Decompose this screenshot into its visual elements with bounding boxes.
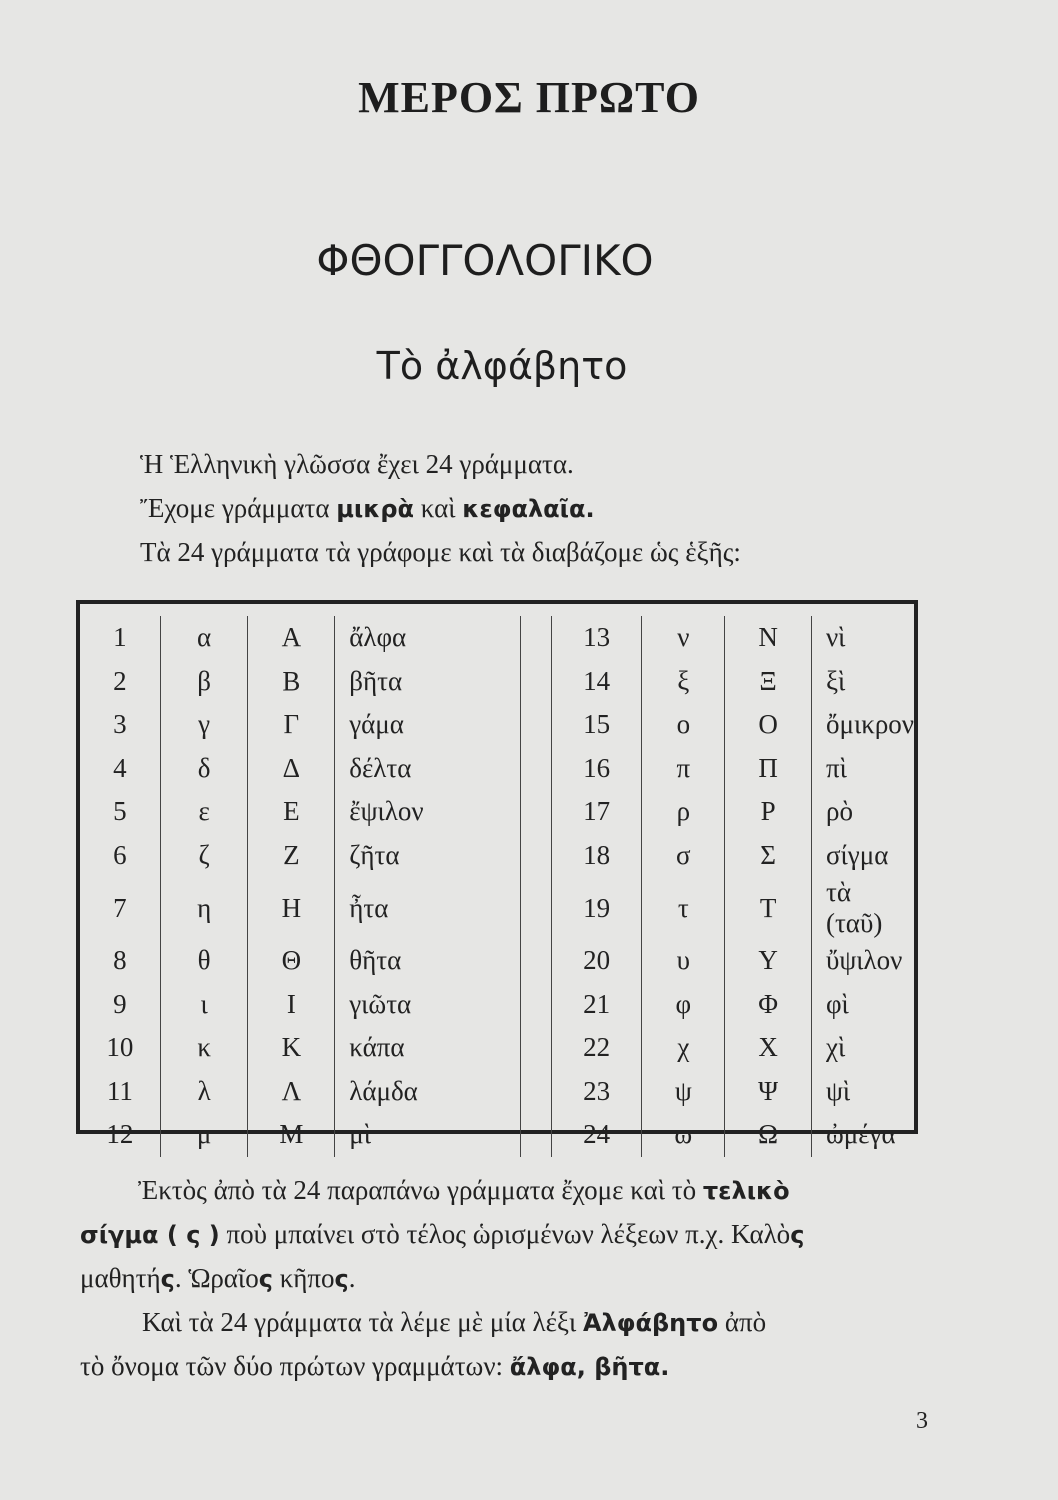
letter-name: ρὸ (825, 796, 853, 827)
closing-line (80, 1344, 930, 1388)
table-row (80, 983, 914, 1027)
alphabet-table (76, 600, 918, 1150)
uppercase-letter: Τ (725, 877, 812, 939)
text-run: . Ὡραῖο (174, 1263, 259, 1293)
bold-term: σίγμα ( ς ) (80, 1221, 220, 1249)
lowercase-letter: δ (160, 747, 248, 791)
lowercase-letter: ο (642, 703, 725, 747)
lowercase-letter: ξ (642, 660, 725, 704)
lowercase-letter: ζ (160, 834, 248, 878)
letter-number: 11 (80, 1070, 160, 1114)
uppercase-letter: Ε (248, 790, 335, 834)
closing-line (80, 1212, 930, 1256)
bold-term: τελικὸ (702, 1177, 790, 1205)
letter-name: σίγμα (825, 839, 889, 870)
bold-term: μικρὰ (336, 495, 414, 523)
letter-number: 10 (80, 1026, 160, 1070)
table-row (80, 660, 914, 704)
lowercase-letter: γ (160, 703, 248, 747)
lowercase-letter: ν (642, 616, 725, 660)
letter-number: 4 (80, 747, 160, 791)
table-row (80, 1070, 914, 1114)
letter-name: γιῶτα (335, 983, 521, 1027)
letter-number: 22 (551, 1026, 642, 1070)
table-row (80, 834, 914, 878)
uppercase-letter: Χ (725, 1026, 812, 1070)
text-run: Καὶ τὰ 24 γράμματα τὰ λέμε μὲ μία λέξι (142, 1307, 583, 1337)
table-row (80, 747, 914, 791)
lowercase-letter: α (160, 616, 248, 660)
letter-number: 9 (80, 983, 160, 1027)
uppercase-letter: Φ (725, 983, 812, 1027)
uppercase-letter: Ζ (248, 834, 335, 878)
letter-number: 23 (551, 1070, 642, 1114)
column-divider (520, 877, 551, 939)
bold-term: ς (258, 1265, 273, 1293)
uppercase-letter: Ψ (725, 1070, 812, 1114)
closing-line (80, 1300, 930, 1344)
part-title: ΜΕΡΟΣ ΠΡΩΤΟ (358, 73, 700, 122)
uppercase-letter: Υ (725, 939, 812, 983)
letter-name: μὶ (335, 1113, 521, 1157)
letter-number: 2 (80, 660, 160, 704)
letter-number: 6 (80, 834, 160, 878)
closing-text (80, 1168, 930, 1388)
table-row (80, 939, 914, 983)
uppercase-letter: Μ (248, 1113, 335, 1157)
lowercase-letter: ω (642, 1113, 725, 1157)
table-row (80, 616, 914, 660)
lowercase-letter: υ (642, 939, 725, 983)
letter-name: νὶ (825, 622, 846, 653)
letter-number: 3 (80, 703, 160, 747)
uppercase-letter: Σ (725, 834, 812, 878)
text-run: ἀπὸ (718, 1307, 767, 1337)
letter-number: 12 (80, 1113, 160, 1157)
uppercase-letter: Ι (248, 983, 335, 1027)
column-divider (520, 703, 551, 747)
letter-number: 24 (551, 1113, 642, 1157)
subsection-title: Τὸ ἀλφάβητο (376, 344, 628, 388)
bold-term: κεφαλαῖα. (462, 495, 595, 523)
letter-number: 16 (551, 747, 642, 791)
uppercase-letter: Ω (725, 1113, 812, 1157)
uppercase-letter: Η (248, 877, 335, 939)
letter-name: πὶ (825, 752, 847, 783)
uppercase-letter: Κ (248, 1026, 335, 1070)
text-run: κῆπο (272, 1263, 335, 1293)
uppercase-letter: Ρ (725, 790, 812, 834)
letter-number: 17 (551, 790, 642, 834)
lowercase-letter: θ (160, 939, 248, 983)
letter-name: ψὶ (825, 1075, 851, 1106)
lowercase-letter: ψ (642, 1070, 725, 1114)
lowercase-letter: ε (160, 790, 248, 834)
table-row (80, 1113, 914, 1157)
text-run: Ἔχομε γράμματα (140, 493, 337, 523)
bold-term: ς (334, 1265, 349, 1293)
letter-name: λάμδα (335, 1070, 521, 1114)
intro-line (140, 486, 940, 530)
text-run: . (348, 1263, 356, 1293)
letter-name: ὔψιλον (825, 945, 903, 976)
lowercase-letter: η (160, 877, 248, 939)
letter-name: ὄμικρον (825, 709, 914, 740)
lowercase-letter: φ (642, 983, 725, 1027)
uppercase-letter: Ξ (725, 660, 812, 704)
text-run: Ἐκτὸς ἀπὸ τὰ 24 παραπάνω γράμματα ἔχομε καὶ τὸ (138, 1175, 703, 1205)
text-run: τὸ ὄνομα τῶν δύο πρώτων γραμμάτων: (80, 1351, 510, 1381)
column-divider (520, 1113, 551, 1157)
lowercase-letter: λ (160, 1070, 248, 1114)
column-divider (520, 1026, 551, 1070)
column-divider (520, 1070, 551, 1114)
letter-name: κάπα (335, 1026, 521, 1070)
letter-number: 13 (551, 616, 642, 660)
uppercase-letter: Ο (725, 703, 812, 747)
section-title: ΦΘΟΓΓΟΛΟΓΙΚΟ (316, 236, 654, 285)
letter-name: ὠμέγα (825, 1119, 896, 1150)
lowercase-letter: χ (642, 1026, 725, 1070)
bold-term: ς (160, 1265, 175, 1293)
letter-number: 5 (80, 790, 160, 834)
letter-number: 1 (80, 616, 160, 660)
letter-name: ἦτα (335, 877, 521, 939)
letter-name: θῆτα (335, 939, 521, 983)
table-row (80, 790, 914, 834)
uppercase-letter: Β (248, 660, 335, 704)
column-divider (520, 834, 551, 878)
uppercase-letter: Θ (248, 939, 335, 983)
letter-name: φὶ (825, 988, 849, 1019)
lowercase-letter: ι (160, 983, 248, 1027)
closing-line (80, 1256, 930, 1300)
column-divider (520, 660, 551, 704)
letter-name: ἔψιλον (335, 790, 521, 834)
letter-number: 7 (80, 877, 160, 939)
intro-line: Ἡ Ἑλληνικὴ γλῶσσα ἔχει 24 γράμματα. (140, 449, 574, 479)
letter-name: βῆτα (335, 660, 521, 704)
letter-name: δέλτα (335, 747, 521, 791)
text-run: ποὺ μπαίνει στὸ τέλος ὡρισμένων λέξεων π.χ. Καλὸ (219, 1219, 791, 1249)
bold-term: ἄλφα, βῆτα. (509, 1353, 670, 1381)
lowercase-letter: σ (642, 834, 725, 878)
lowercase-letter: κ (160, 1026, 248, 1070)
intro-text (140, 442, 940, 574)
column-divider (520, 939, 551, 983)
letter-number: 20 (551, 939, 642, 983)
uppercase-letter: Ν (725, 616, 812, 660)
uppercase-letter: Δ (248, 747, 335, 791)
table-row (80, 877, 914, 939)
letter-name: ἄλφα (335, 616, 521, 660)
text-run: μαθητή (80, 1263, 161, 1293)
closing-line (80, 1168, 930, 1212)
alphabet-table-body (80, 616, 914, 1157)
table-row (80, 1026, 914, 1070)
letter-name: γάμα (335, 703, 521, 747)
letter-number: 8 (80, 939, 160, 983)
lowercase-letter: ρ (642, 790, 725, 834)
column-divider (520, 790, 551, 834)
column-divider (520, 616, 551, 660)
letter-number: 21 (551, 983, 642, 1027)
bold-term: ς (790, 1221, 805, 1249)
page-number: 3 (916, 1408, 928, 1434)
letter-name: ξὶ (825, 665, 846, 696)
lowercase-letter: π (642, 747, 725, 791)
letter-number: 19 (551, 877, 642, 939)
text-run: καὶ (414, 493, 463, 523)
letter-name: χὶ (825, 1032, 846, 1063)
bold-term: Ἀλφάβητο (582, 1309, 719, 1337)
column-divider (520, 747, 551, 791)
table-row (80, 703, 914, 747)
letter-number: 15 (551, 703, 642, 747)
letter-name: τὰ (ταῦ) (825, 877, 883, 938)
letter-number: 14 (551, 660, 642, 704)
letter-number: 18 (551, 834, 642, 878)
intro-line: Τὰ 24 γράμματα τὰ γράφομε καὶ τὰ διαβάζομε ὡς ἑξῆς: (140, 537, 741, 567)
uppercase-letter: Π (725, 747, 812, 791)
uppercase-letter: Λ (248, 1070, 335, 1114)
letter-name: ζῆτα (335, 834, 521, 878)
uppercase-letter: Α (248, 616, 335, 660)
lowercase-letter: μ (160, 1113, 248, 1157)
lowercase-letter: β (160, 660, 248, 704)
column-divider (520, 983, 551, 1027)
uppercase-letter: Γ (248, 703, 335, 747)
lowercase-letter: τ (642, 877, 725, 939)
